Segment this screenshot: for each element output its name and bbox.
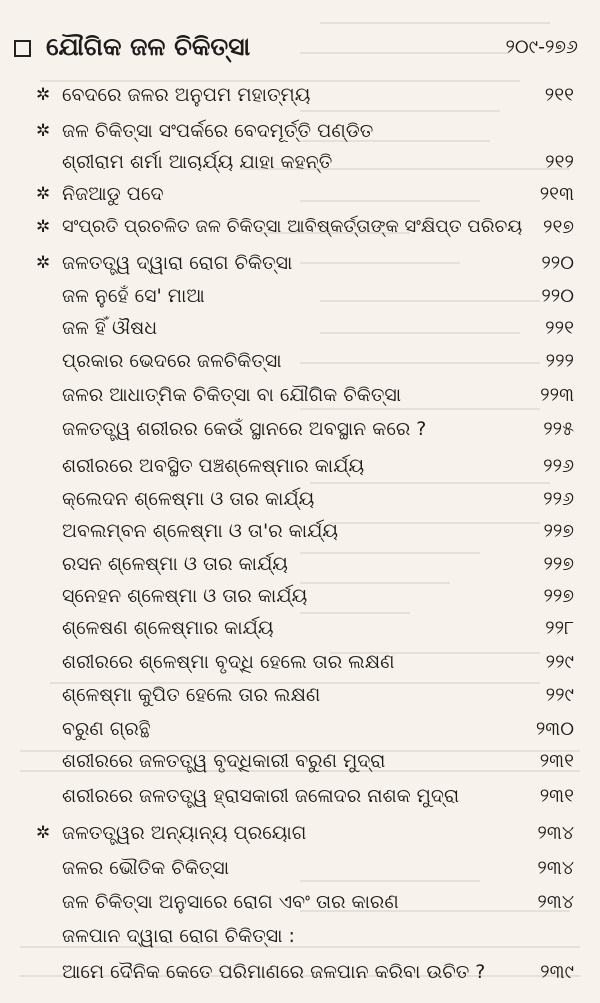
toc-entry-page-number: ୨୧୩ bbox=[539, 183, 574, 205]
toc-entry bbox=[0, 922, 600, 956]
toc-entry-title: ବରୁଣ ଗ୍ରନ୍ଥି bbox=[62, 718, 151, 740]
toc-entry-title: ଜଳ ନୁହେଁ ସେ' ମାଆ bbox=[62, 285, 205, 307]
toc-entry-page-number: ୨୨୩ bbox=[540, 384, 574, 406]
toc-entry-page-number: ୨୨୦ bbox=[541, 285, 574, 307]
toc-entry-title: ଶରୀରରେ ଜଳତତ୍ତ୍ୱ ହ୍ରାସକାରୀ ଜଳୋଦର ନାଶକ ମୁଦ୍ରା bbox=[62, 785, 460, 807]
toc-entry-page-number: ୨୨୭ bbox=[543, 585, 574, 607]
toc-entry bbox=[0, 347, 600, 381]
toc-entry bbox=[0, 381, 600, 415]
toc-entry-title: ଜଳତତ୍ତ୍ୱ ଦ୍ୱାରା ରୋଗ ଚିକିତ୍ସା bbox=[62, 252, 293, 274]
toc-entry-page-number: ୨୩୧ bbox=[539, 750, 574, 772]
toc-entry-page-number: ୨୧୧ bbox=[544, 84, 574, 106]
toc-entry-title: ଶ୍ଳେଷଣ ଶ୍ଳେଷ୍ମାର କାର୍ଯ୍ୟ bbox=[62, 617, 274, 639]
toc-entry bbox=[0, 819, 600, 853]
toc-entry-page-number: ୨୩୪ bbox=[537, 822, 574, 844]
toc-entry-title: ବେଦରେ ଜଳର ଅନୁପମ ମହାତ୍ମ୍ୟ bbox=[62, 84, 311, 106]
toc-entry-title: ଶରୀରରେ ଶ୍ଳେଷ୍ମା ବୃଦ୍ଧି ହେଲେ ତାର ଲକ୍ଷଣ bbox=[62, 651, 395, 673]
toc-entry-title: ଜଳ ହିଁ ଔଷଧ bbox=[62, 317, 158, 339]
toc-entry bbox=[0, 117, 600, 151]
toc-entry bbox=[0, 888, 600, 922]
toc-entry-title: ଆମେ ଦୈନିକ କେତେ ପରିମାଣରେ ଜଳପାନ କରିବା ଉଚିତ ? bbox=[62, 961, 486, 983]
toc-entry bbox=[0, 517, 600, 551]
bullet-star-icon: ✲ bbox=[36, 184, 51, 204]
toc-entry-title: ପ୍ରକାର ଭେଦରେ ଜଳଚିକିତ୍ସା bbox=[62, 350, 282, 372]
toc-entry bbox=[0, 282, 600, 316]
toc-entry bbox=[0, 81, 600, 115]
toc-entry-page-number: ୨୩୧ bbox=[539, 785, 574, 807]
toc-entry bbox=[0, 550, 600, 584]
toc-entry bbox=[0, 452, 600, 486]
toc-entry-page-number: ୨୨୭ bbox=[543, 520, 574, 542]
toc-entry bbox=[0, 614, 600, 648]
toc-entry bbox=[0, 681, 600, 715]
bullet-star-icon: ✲ bbox=[36, 121, 51, 141]
toc-entry-title: ରସନ ଶ୍ଳେଷ୍ମା ଓ ତାର କାର୍ଯ୍ୟ bbox=[62, 553, 288, 575]
toc-entry-page-number: ୨୨୮ bbox=[545, 617, 574, 639]
toc-entry bbox=[0, 249, 600, 283]
toc-entry-page-number: ୨୨୨ bbox=[545, 350, 574, 372]
toc-entry bbox=[0, 582, 600, 616]
toc-entry-page-number: ୨୨୯ bbox=[545, 684, 574, 706]
section-page-range: ୨୦୯-୨୭୬ bbox=[505, 36, 578, 58]
toc-entry bbox=[0, 958, 600, 992]
checkbox-square-icon bbox=[14, 40, 31, 57]
toc-entry-page-number: ୨୩୪ bbox=[537, 891, 574, 913]
toc-entry-title: ସ୍ନେହନ ଶ୍ଳେଷ୍ମା ଓ ତାର କାର୍ଯ୍ୟ bbox=[62, 585, 308, 607]
toc-entry-title: ନିଜଆଡୁ ପଦେ bbox=[62, 183, 164, 205]
toc-entry bbox=[0, 314, 600, 348]
toc-entry-title: ଶରୀରରେ ଅବସ୍ଥିତ ପଞ୍ଚଶ୍ଳେଷ୍ମାର କାର୍ଯ୍ୟ bbox=[62, 455, 365, 477]
toc-entry-title: ଅବଲମ୍ବନ ଶ୍ଳେଷ୍ମା ଓ ତା'ର କାର୍ଯ୍ୟ bbox=[62, 520, 339, 542]
toc-entry bbox=[0, 747, 600, 781]
toc-entry-title: ଜଳ ଚିକିତ୍ସା ଅନୁସାରେ ରୋଗ ଏବଂ ତାର କାରଣ bbox=[62, 891, 399, 913]
toc-entry-page-number: ୨୧୭ bbox=[543, 216, 574, 238]
toc-entry-title: ସଂପ୍ରତି ପ୍ରଚଳିତ ଜଳ ଚିକିତ୍ସା ଆବିଷ୍କର୍ତ୍ତାଙ୍କ ସଂକ୍ଷିପ୍ତ ପରିଚୟ bbox=[62, 216, 523, 237]
toc-entry-title: ଜଳର ଭୌତିକ ଚିକିତ୍ସା bbox=[62, 857, 230, 879]
toc-entry bbox=[0, 415, 600, 449]
toc-entry-page-number: ୨୨୯ bbox=[545, 651, 574, 673]
toc-entry-page-number: ୨୧୨ bbox=[545, 151, 574, 173]
toc-entry bbox=[0, 854, 600, 888]
toc-entry-title: ଜଳ ଚିକିତ୍ସା ସଂପର୍କରେ ବେଦମୂର୍ତ୍ତି ପଣ୍ଡିତ bbox=[62, 120, 374, 142]
toc-entry bbox=[0, 715, 600, 749]
toc-entry-title: ଶ୍ଳେଷ୍ମା କୁପିତ ହେଲେ ତାର ଲକ୍ଷଣ bbox=[62, 684, 321, 706]
toc-entry-page-number: ୨୨୦ bbox=[541, 252, 574, 274]
toc-entry-page-number: ୨୩୯ bbox=[540, 961, 574, 983]
toc-entry bbox=[0, 180, 600, 214]
section-title: ଯୌଗିକ ଜଳ ଚିକିତ୍ସା bbox=[46, 32, 251, 61]
toc-entry bbox=[0, 782, 600, 816]
toc-entry-title: କ୍ଲେଦନ ଶ୍ଳେଷ୍ମା ଓ ତାର କାର୍ଯ୍ୟ bbox=[62, 488, 315, 510]
toc-entry-title: ଜଳପାନ ଦ୍ୱାରା ରୋଗ ଚିକିତ୍ସା : bbox=[62, 925, 295, 947]
toc-entry-title: ଜଳର ଆଧାତ୍ମିକ ଚିକିତ୍ସା ବା ଯୌଗିକ ଚିକିତ୍ସା bbox=[62, 384, 402, 406]
section-heading bbox=[14, 34, 586, 64]
toc-entry-page-number: ୨୩୪ bbox=[537, 857, 574, 879]
toc-entry-page-number: ୨୩୦ bbox=[535, 718, 574, 740]
toc-entry-page-number: ୨୨୧ bbox=[545, 317, 574, 339]
toc-entry-title: ଜଳତତ୍ତ୍ୱର ଅନ୍ୟାନ୍ୟ ପ୍ରୟୋଗ bbox=[62, 822, 307, 844]
toc-entry-title: ଶ୍ରୀରାମ ଶର୍ମା ଆଚାର୍ଯ୍ୟ ଯାହା କହନ୍ତି bbox=[62, 151, 333, 173]
toc-entry bbox=[0, 213, 600, 247]
toc-entry bbox=[0, 648, 600, 682]
toc-entry-page-number: ୨୨୭ bbox=[543, 553, 574, 575]
toc-entry-page-number: ୨୨୬ bbox=[543, 488, 574, 510]
toc-entry-title: ଜଳତତ୍ତ୍ୱ ଶରୀରର କେଉଁ ସ୍ଥାନରେ ଅବସ୍ଥାନ କରେ ? bbox=[62, 418, 427, 440]
bullet-star-icon: ✲ bbox=[36, 217, 51, 237]
bullet-star-icon: ✲ bbox=[36, 253, 51, 273]
bullet-star-icon: ✲ bbox=[36, 823, 51, 843]
toc-entry-page-number: ୨୨୫ bbox=[543, 418, 574, 440]
toc-entry-page-number: ୨୨୬ bbox=[543, 455, 574, 477]
toc-entry bbox=[0, 148, 600, 182]
toc-entry-title: ଶରୀରରେ ଜଳତତ୍ତ୍ୱ ବୃଦ୍ଧିକାରୀ ବରୁଣ ମୁଦ୍ରା bbox=[62, 750, 386, 772]
toc-entry bbox=[0, 485, 600, 519]
bullet-star-icon: ✲ bbox=[36, 85, 51, 105]
